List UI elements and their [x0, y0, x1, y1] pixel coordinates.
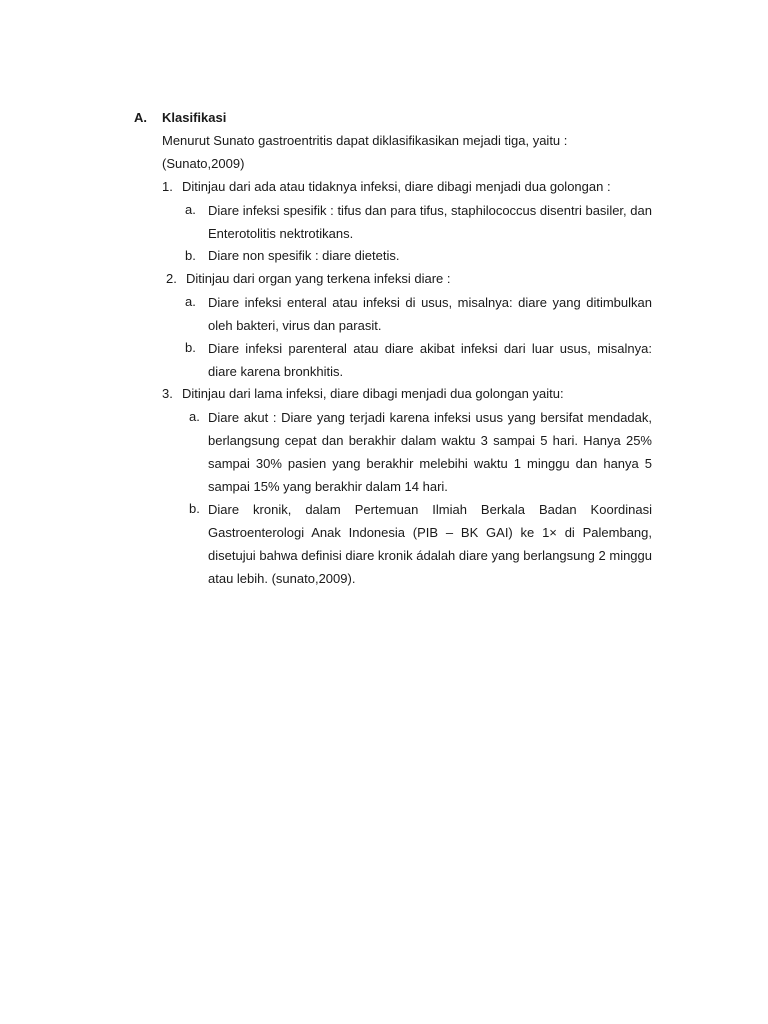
sublist-marker-2a: a. [185, 294, 196, 309]
sublist-marker-1b: b. [185, 248, 196, 263]
sublist-item-3b-text: Diare kronik, dalam Pertemuan Ilmiah Berkala Badan Koordinasi Gastroenterologi Anak Indonesia (PIB – BK GAI) ke 1× di Palembang, disetujui bahwa definisi diare kronik ádalah diare yang berlangsung 2 minggu atau lebih. (sunato,2009). [208, 502, 652, 586]
sublist-item-1b-text: Diare non spesifik : diare dietetis. [208, 248, 400, 263]
list-number-3: 3. [162, 386, 173, 401]
intro-line-2: (Sunato,2009) [162, 156, 245, 171]
sublist-item-2a-text: Diare infeksi enteral atau infeksi di usus, misalnya: diare yang ditimbulkan oleh bakteri, virus dan parasit. [208, 295, 652, 333]
intro-line-1: Menurut Sunato gastroentritis dapat diklasifikasikan mejadi tiga, yaitu : [162, 133, 568, 148]
list-item-2-text: Ditinjau dari organ yang terkena infeksi diare : [186, 271, 451, 286]
list-item-1-text: Ditinjau dari ada atau tidaknya infeksi, diare dibagi menjadi dua golongan : [182, 179, 611, 194]
sublist-marker-3a: a. [189, 409, 200, 424]
section-heading [134, 110, 226, 126]
sublist-item-1a-text: Diare infeksi spesifik : tifus dan para tifus, staphilococcus disentri basiler, dan Enterotolitis nektrotikans. [208, 203, 652, 241]
list-number-2: 2. [166, 271, 177, 286]
sublist-item-3a-text: Diare akut : Diare yang terjadi karena infeksi usus yang bersifat mendadak, berlangsung cepat dan berakhir dalam waktu 3 sampai 5 hari. Hanya 25% sampai 30% pasien yang berakhir melebihi waktu 1 minggu dan hanya 5 sampai 15% yang berakhir dalam 14 hari. [208, 410, 652, 494]
sublist-marker-1a: a. [185, 202, 196, 217]
sublist-item-2b-text: Diare infeksi parenteral atau diare akibat infeksi dari luar usus, misalnya: diare karena bronkhitis. [208, 341, 652, 379]
sublist-marker-2b: b. [185, 340, 196, 355]
list-number-1: 1. [162, 179, 173, 194]
section-title: Klasifikasi [162, 110, 227, 125]
section-letter: A. [134, 110, 147, 125]
sublist-marker-3b: b. [189, 501, 200, 516]
list-item-3-text: Ditinjau dari lama infeksi, diare dibagi menjadi dua golongan yaitu: [182, 386, 564, 401]
